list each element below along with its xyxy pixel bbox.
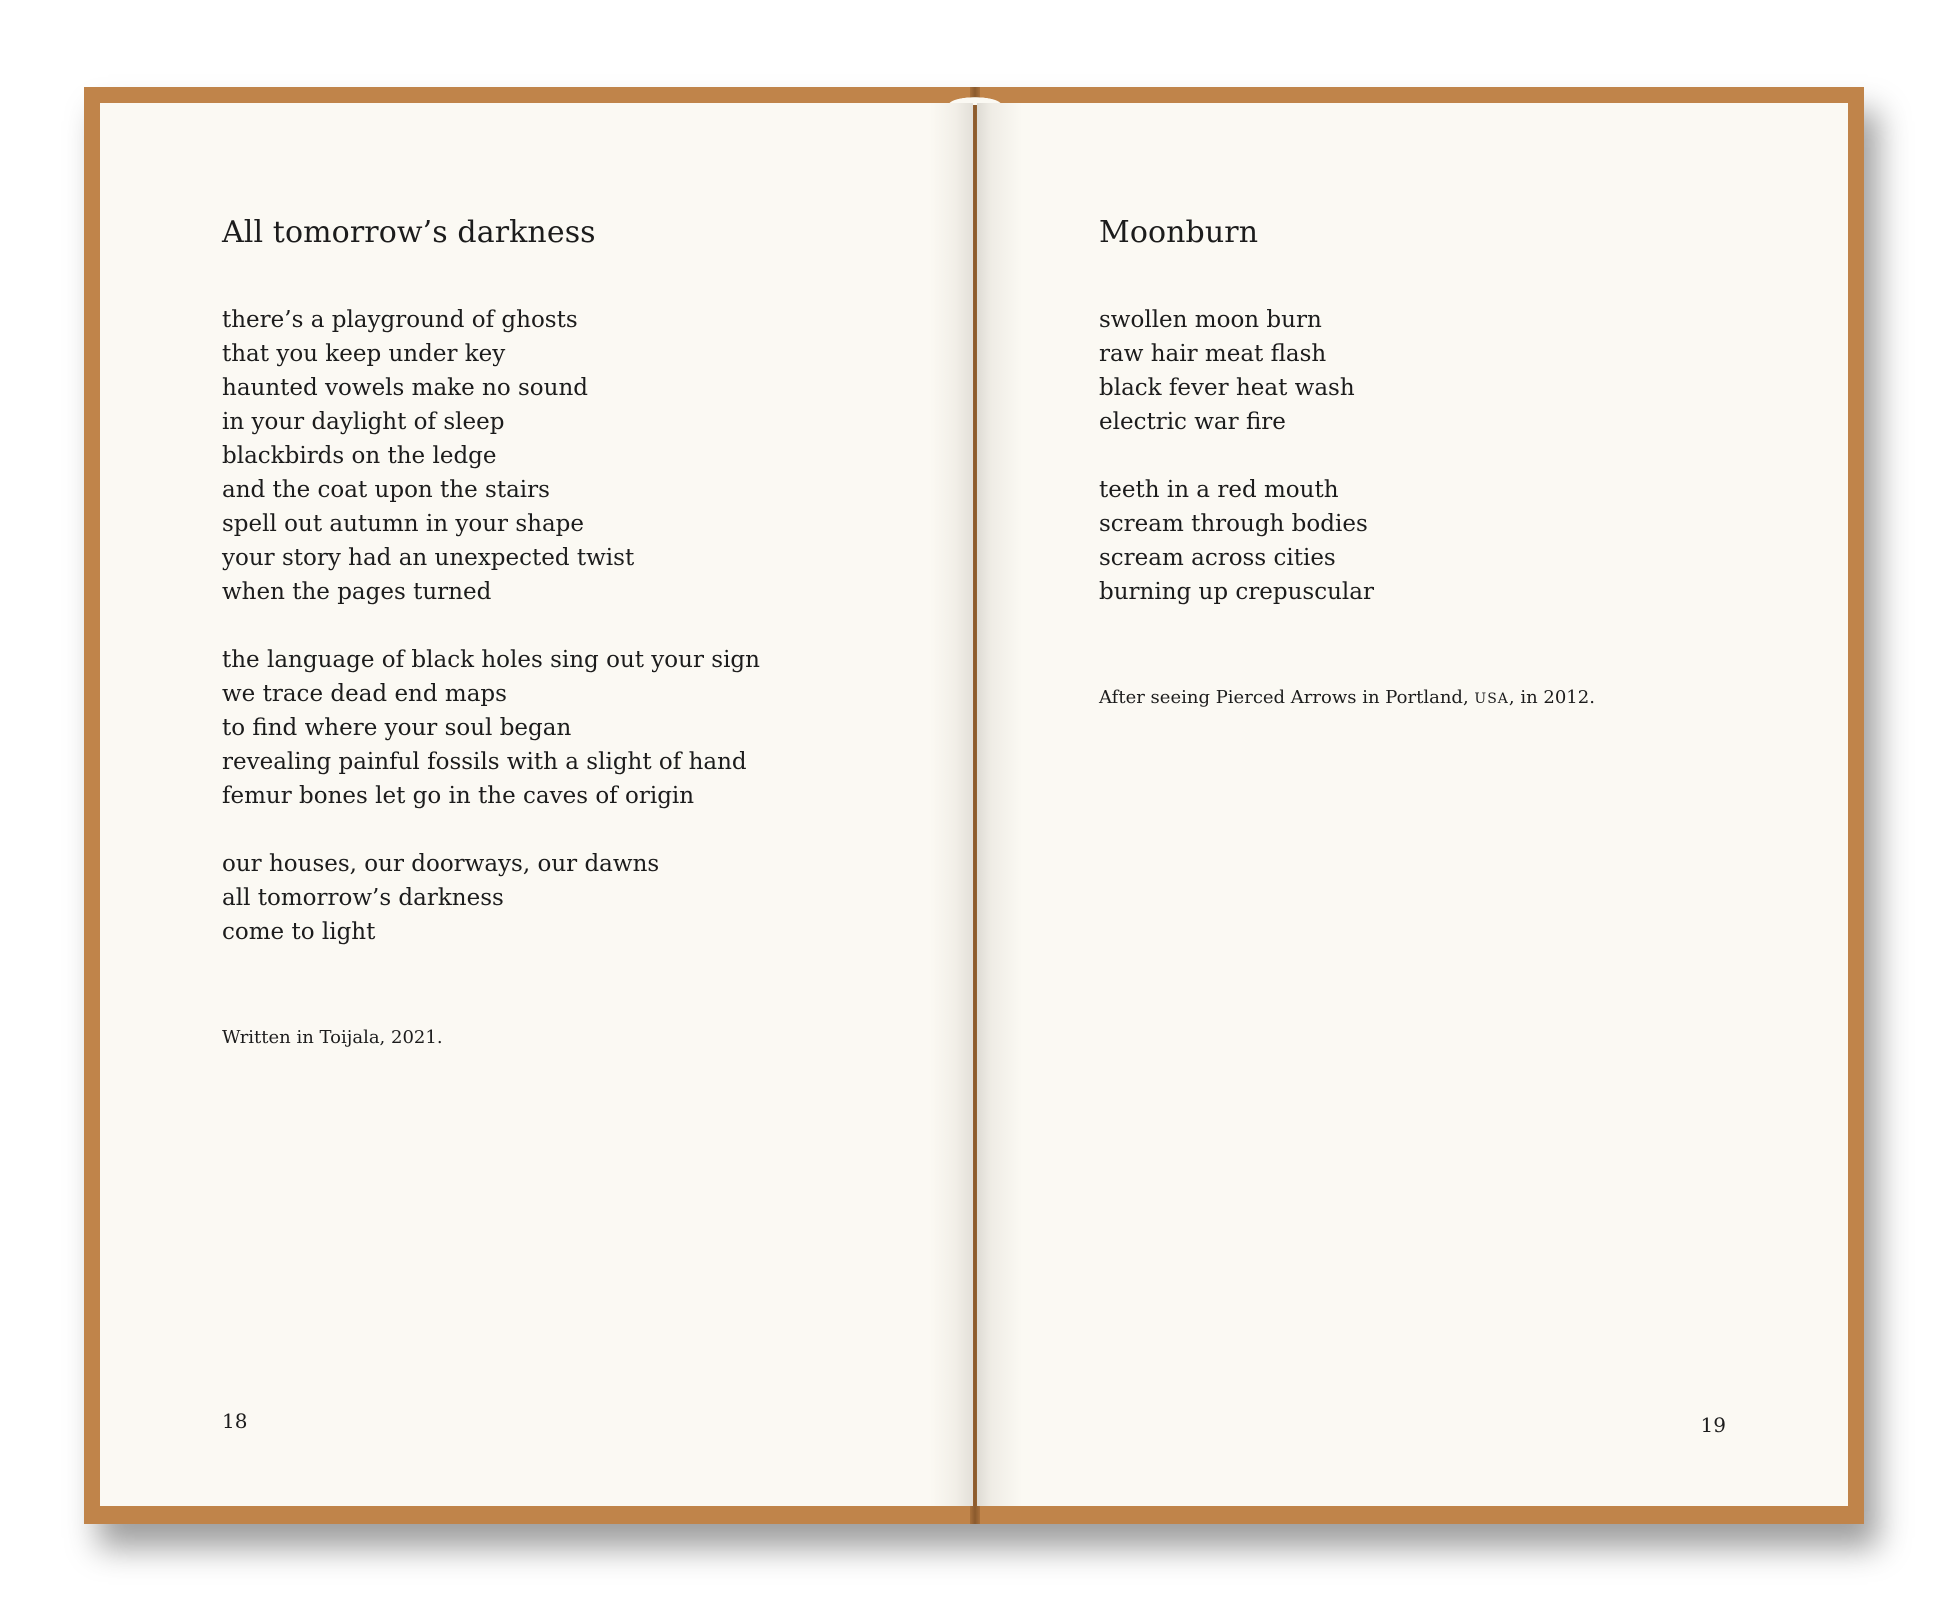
left-stanza-1: [222, 303, 634, 609]
left-stanza-3: [222, 847, 659, 949]
left-poem-title: All tomorrow’s darkness: [222, 215, 596, 250]
left-poem-note: Written in Toijala, 2021.: [222, 1027, 443, 1048]
poem-line: when the pages turned: [222, 579, 492, 605]
poem-line: revealing painful fossils with a slight of hand: [222, 749, 747, 775]
right-stanza-1: [1099, 303, 1355, 439]
poem-line: scream across cities: [1099, 545, 1336, 571]
right-poem-note: [1099, 687, 1595, 708]
poem-line: come to light: [222, 919, 376, 945]
poem-line: all tomorrow’s darkness: [222, 885, 504, 911]
poem-line: in your daylight of sleep: [222, 409, 505, 435]
poem-line: raw hair meat flash: [1099, 341, 1327, 367]
poem-line: that you keep under key: [222, 341, 506, 367]
poem-line: we trace dead end maps: [222, 681, 507, 707]
poem-line: femur bones let go in the caves of origin: [222, 783, 695, 809]
page-number-left: 18: [222, 1409, 248, 1433]
poem-line: burning up crepuscular: [1099, 579, 1374, 605]
note-text-after: , in 2012.: [1508, 687, 1595, 708]
poem-line: scream through bodies: [1099, 511, 1368, 537]
poem-line: spell out autumn in your shape: [222, 511, 584, 537]
left-page: [100, 103, 973, 1506]
poem-line: the language of black holes sing out your sign: [222, 647, 760, 673]
note-abbreviation: USA: [1474, 691, 1509, 707]
page-number-right: 19: [1700, 1413, 1726, 1437]
open-book: [84, 87, 1864, 1524]
poem-line: our houses, our doorways, our dawns: [222, 851, 660, 877]
poem-line: swollen moon burn: [1099, 307, 1322, 333]
poem-line: blackbirds on the ledge: [222, 443, 497, 469]
right-poem-title: Moonburn: [1099, 215, 1259, 250]
poem-line: teeth in a red mouth: [1099, 477, 1339, 503]
left-stanza-2: [222, 643, 760, 813]
poem-line: there’s a playground of ghosts: [222, 307, 578, 333]
poem-line: and the coat upon the stairs: [222, 477, 550, 503]
right-stanza-2: [1099, 473, 1374, 609]
poem-line: black fever heat wash: [1099, 375, 1355, 401]
note-text-before: After seeing Pierced Arrows in Portland,: [1099, 687, 1475, 708]
poem-line: to find where your soul began: [222, 715, 572, 741]
poem-line: electric war fire: [1099, 409, 1286, 435]
right-page: [977, 103, 1848, 1506]
poem-line: haunted vowels make no sound: [222, 375, 589, 401]
poem-line: your story had an unexpected twist: [222, 545, 635, 571]
